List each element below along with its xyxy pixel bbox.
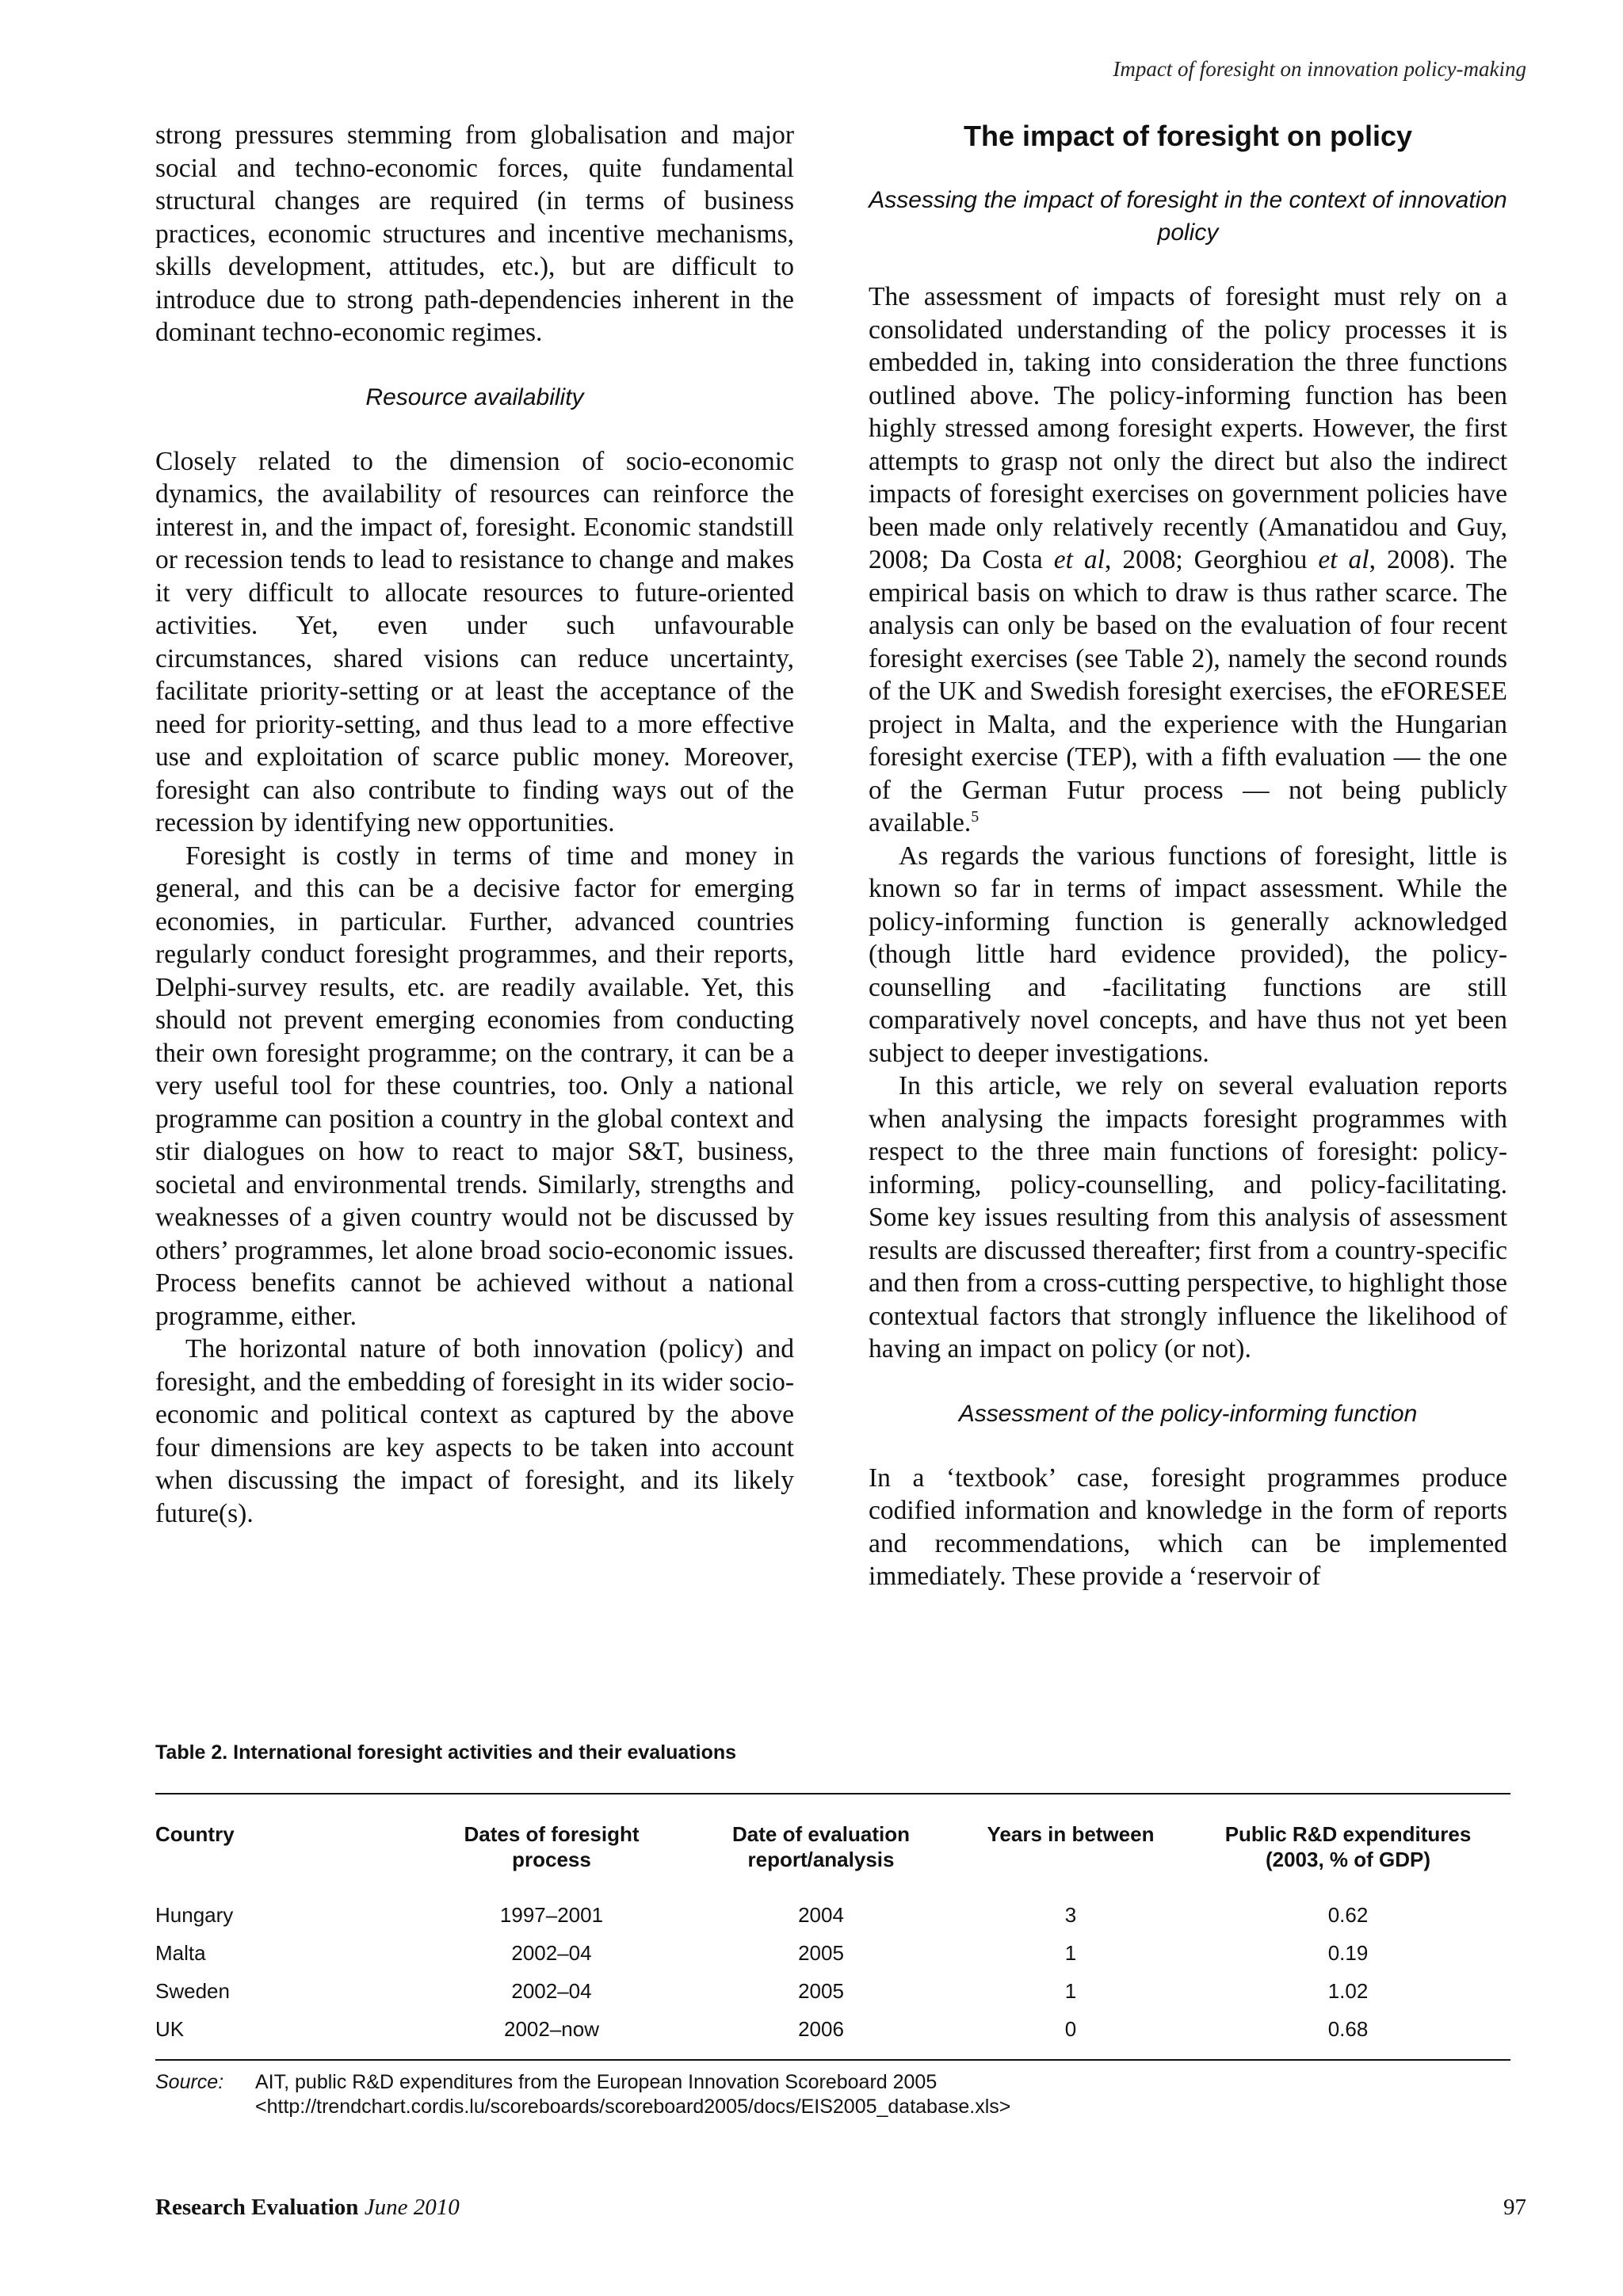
cell-expenditure: 0.62	[1327, 1903, 1369, 1927]
et-al: et al	[1318, 545, 1369, 574]
paragraph: Foresight is costly in terms of time and money in general, and this can be a decisive factor for emerging economies, in particular. Further, advanced countries regularly conduct foresight programmes, and their reports, Delphi-survey results, etc. are readily available. Yet, this should not prevent emerging economies from conducting their own foresight programme; on the contrary, it can be a very useful tool for these countries, too. Only a national programme can position a country in the global context and stir dialogues on how to react to major S&T, business, societal and environmental trends. Similarly, strengths and weaknesses of a given country would not be discussed by others’ programmes, let alone broad socio-economic issues. Process benefits cannot be achieved without a national programme, either.	[155, 841, 794, 1331]
cell-dates: 2002–04	[511, 1941, 592, 1965]
table-row	[155, 1934, 1510, 1972]
table-row	[155, 2010, 1510, 2060]
column-header-country: Country	[155, 1822, 235, 1846]
cell-evaluation: 2005	[798, 1941, 844, 1965]
data-table	[155, 1793, 1510, 2061]
cell-expenditure: 0.19	[1327, 1941, 1369, 1965]
subheading-assessing-impact: Assessing the impact of foresight in the context of innovation policy	[869, 187, 1507, 246]
cell-expenditure: 0.68	[1327, 2017, 1369, 2041]
table-header-row	[155, 1794, 1510, 1896]
cell-evaluation: 2004	[798, 1903, 844, 1927]
cell-expenditure: 1.02	[1327, 1979, 1369, 2003]
paragraph: In a ‘textbook’ case, foresight programmes produce codified information and knowledge in the form of reports and recommendations, which can be implemented immediately. These provide a ‘reservoir of	[869, 1463, 1507, 1591]
paragraph: As regards the various functions of foresight, little is known so far in terms of impact assessment. While the policy-informing function is generally acknowledged (though little hard evidence provided), the policy-counselling and -facilitating functions are still comparatively novel concepts, and have thus not yet been subject to deeper investigations.	[869, 841, 1507, 1068]
cell-country: Malta	[155, 1941, 206, 1965]
running-head: Impact of foresight on innovation policy-making	[1113, 57, 1526, 81]
column-header-years: Years in between	[987, 1822, 1155, 1846]
footnote-reference[interactable]: 5	[971, 807, 980, 826]
source-text	[255, 2070, 1010, 2119]
paragraph-text: , 2008). The empirical basis on which to draw is thus rather scarce. The analysis can only be based on the evaluation of four recent foresight exercises (see Table 2), namely the second rounds of the UK and Swedish foresight exercises, the eFORESEE project in Malta, and the experience with the Hungarian foresight exercise (TEP), with a fifth evaluation — the one of the German Futur process — not being publicly available.	[869, 545, 1508, 837]
cell-years: 1	[1064, 1979, 1077, 2003]
footer-journal	[155, 2195, 460, 2221]
right-column	[869, 119, 1507, 1593]
paragraph-text: , 2008; Georghiou	[1104, 545, 1319, 574]
column-header-expenditure: Public R&D expenditures (2003, % of GDP)	[1224, 1822, 1472, 1871]
subheading-resource-availability: Resource availability	[365, 383, 584, 410]
subheading-policy-informing: Assessment of the policy-informing function	[958, 1400, 1418, 1427]
page-number: 97	[1503, 2195, 1526, 2220]
paragraph-text: The assessment of impacts of foresight must rely on a consolidated understanding of the policy processes it is embedded in, taking into consideration the three functions outlined above. The policy-informing function has been highly stressed among foresight experts. However, the first attempts to grasp not only the direct but also the indirect impacts of foresight exercises on government policies have been made only relatively recently (Amanatidou and Guy, 2008; Da Costa	[869, 282, 1507, 574]
journal-issue: June 2010	[364, 2195, 460, 2220]
table-source	[155, 2070, 1510, 2119]
cell-country: Hungary	[155, 1903, 234, 1927]
cell-dates: 1997–2001	[499, 1903, 604, 1927]
cell-country: Sweden	[155, 1979, 230, 2003]
table-row	[155, 1972, 1510, 2010]
table-caption: Table 2. International foresight activities and their evaluations	[155, 1741, 737, 1764]
paragraph: In this article, we rely on several evaluation reports when analysing the impacts foresight programmes with respect to the three main functions of foresight: policy-informing, policy-counselling, and policy-facilitating. Some key issues resulting from this analysis of assessment results are discussed thereafter; first from a country-specific and then from a cross-cutting perspective, to highlight those contextual factors that strongly influence the likelihood of having an impact on policy (or not).	[869, 1071, 1507, 1363]
paragraph: strong pressures stemming from globalisation and major social and techno-economic forces, quite fundamental structural changes are required (in terms of business practices, economic structures and incentive mechanisms, skills development, attitudes, etc.), but are difficult to introduce due to strong path-dependencies inherent in the dominant techno-economic regimes.	[155, 120, 794, 347]
paragraph	[869, 280, 1507, 840]
section-title: The impact of foresight on policy	[963, 120, 1413, 152]
source-line: AIT, public R&D expenditures from the European Innovation Scoreboard 2005	[255, 2071, 938, 2093]
cell-country: UK	[155, 2017, 185, 2041]
table-2	[155, 1741, 1510, 2119]
source-label: Source:	[155, 2071, 224, 2093]
paragraph: Closely related to the dimension of socio-economic dynamics, the availability of resources can reinforce the interest in, and the impact of, foresight. Economic standstill or recession tends to lead to resistance to change and makes it very difficult to allocate resources to future-oriented activities. Yet, even under such unfavourable circumstances, shared visions can reduce uncertainty, facilitate priority-setting or at least the acceptance of the need for priority-setting, and thus lead to a more effective use and exploitation of scarce public money. Moreover, foresight can also contribute to finding ways out of the recession by identifying new opportunities.	[155, 446, 794, 837]
cell-evaluation: 2005	[798, 1979, 844, 2003]
table-row	[155, 1896, 1510, 1934]
source-url[interactable]: <http://trendchart.cordis.lu/scoreboards/scoreboard2005/docs/EIS2005_database.xls>	[255, 2096, 1011, 2118]
cell-dates: 2002–04	[511, 1979, 592, 2003]
paragraph: The horizontal nature of both innovation (policy) and foresight, and the embedding of foresight in its wider socio-economic and political context as captured by the above four dimensions are key aspects to be taken into account when discussing the impact of foresight, and its likely future(s).	[155, 1334, 794, 1528]
et-al: et al	[1053, 545, 1105, 574]
cell-dates: 2002–now	[504, 2017, 599, 2041]
column-header-evaluation: Date of evaluation report/analysis	[732, 1822, 910, 1871]
cell-years: 0	[1064, 2017, 1077, 2041]
journal-name: Research Evaluation	[155, 2195, 359, 2220]
cell-years: 3	[1064, 1903, 1077, 1927]
cell-evaluation: 2006	[798, 2017, 844, 2041]
column-header-dates: Dates of foresight process	[464, 1822, 640, 1871]
left-column	[155, 119, 794, 1530]
cell-years: 1	[1064, 1941, 1077, 1965]
